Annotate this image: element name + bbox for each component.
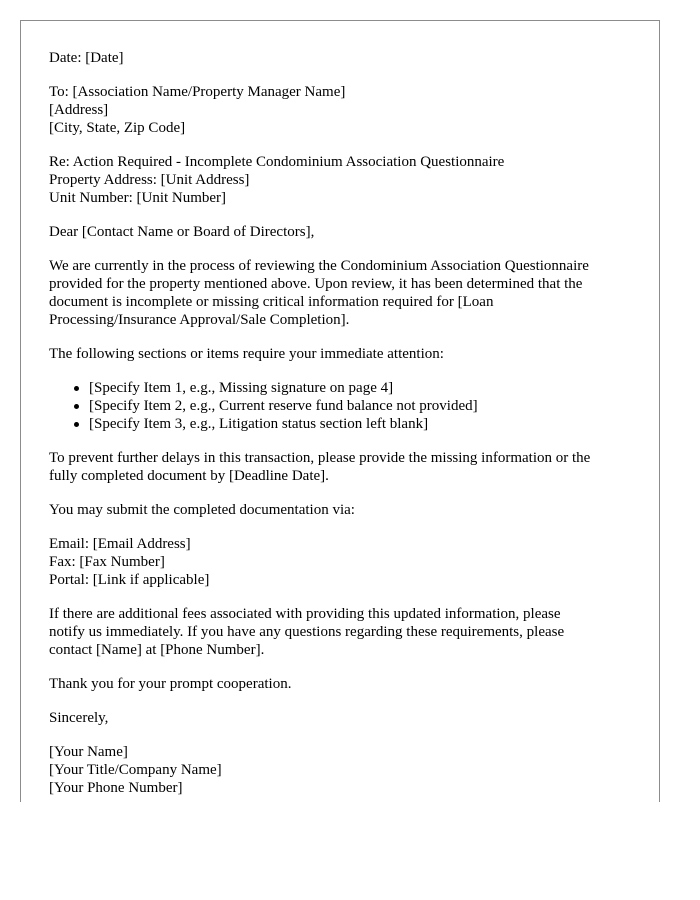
email-method: Email: [Email Address] (49, 536, 191, 552)
list-item-text: [Specify Item 2, e.g., Current reserve fund balance not provided] (89, 398, 478, 414)
fees-line: notify us immediately. If you have any questions regarding these requirements, please (49, 624, 565, 640)
closing (49, 709, 639, 727)
intro-line: We are currently in the process of reviewing the Condominium Association Questionnaire (49, 258, 589, 274)
submit-methods (49, 535, 639, 589)
property-address: Property Address: [Unit Address] (49, 172, 250, 188)
sections-intro-line: The following sections or items require your immediate attention: (49, 346, 444, 362)
salutation-line: Dear [Contact Name or Board of Directors], (49, 224, 315, 240)
list-item (89, 379, 639, 397)
intro-line: Processing/Insurance Approval/Sale Completion]. (49, 312, 350, 328)
letter-body (49, 49, 639, 802)
recipient-name: To: [Association Name/Property Manager Name] (49, 84, 346, 100)
unit-number: Unit Number: [Unit Number] (49, 190, 227, 206)
intro-line: provided for the property mentioned above. Upon review, it has been determined that the (49, 276, 583, 292)
signature-block (49, 743, 639, 797)
intro-paragraph (49, 257, 639, 329)
deadline-line: To prevent further delays in this transaction, please provide the missing information or the (49, 450, 591, 466)
submit-intro-line: You may submit the completed documentation via: (49, 502, 355, 518)
thanks-line: Thank you for your prompt cooperation. (49, 676, 292, 692)
recipient-city: [City, State, Zip Code] (49, 120, 186, 136)
fees-line: contact [Name] at [Phone Number]. (49, 642, 265, 658)
bullet-icon (74, 422, 79, 427)
list-item-text: [Specify Item 3, e.g., Litigation status section left blank] (89, 416, 429, 432)
list-item (89, 397, 639, 415)
portal-method: Portal: [Link if applicable] (49, 572, 210, 588)
sections-intro (49, 345, 639, 363)
submit-intro (49, 501, 639, 519)
signature-phone: [Your Phone Number] (49, 780, 183, 796)
recipient-block (49, 83, 639, 137)
subject-line: Re: Action Required - Incomplete Condominium Association Questionnaire (49, 154, 505, 170)
recipient-address: [Address] (49, 102, 109, 118)
thanks-paragraph (49, 675, 639, 693)
fax-method: Fax: [Fax Number] (49, 554, 165, 570)
letter-page (20, 20, 660, 802)
bullet-icon (74, 404, 79, 409)
letter-date (49, 49, 639, 67)
fees-paragraph (49, 605, 639, 659)
signature-title: [Your Title/Company Name] (49, 762, 222, 778)
salutation (49, 223, 639, 241)
closing-line: Sincerely, (49, 710, 109, 726)
signature-name: [Your Name] (49, 744, 128, 760)
deadline-line: fully completed document by [Deadline Date]. (49, 468, 329, 484)
required-items-list (49, 379, 639, 433)
list-item-text: [Specify Item 1, e.g., Missing signature on page 4] (89, 380, 394, 396)
list-item (89, 415, 639, 433)
reference-block (49, 153, 639, 207)
date-line: Date: [Date] (49, 50, 124, 66)
fees-line: If there are additional fees associated with providing this updated information, please (49, 606, 561, 622)
intro-line: document is incomplete or missing critical information required for [Loan (49, 294, 494, 310)
bullet-icon (74, 386, 79, 391)
deadline-paragraph (49, 449, 639, 485)
